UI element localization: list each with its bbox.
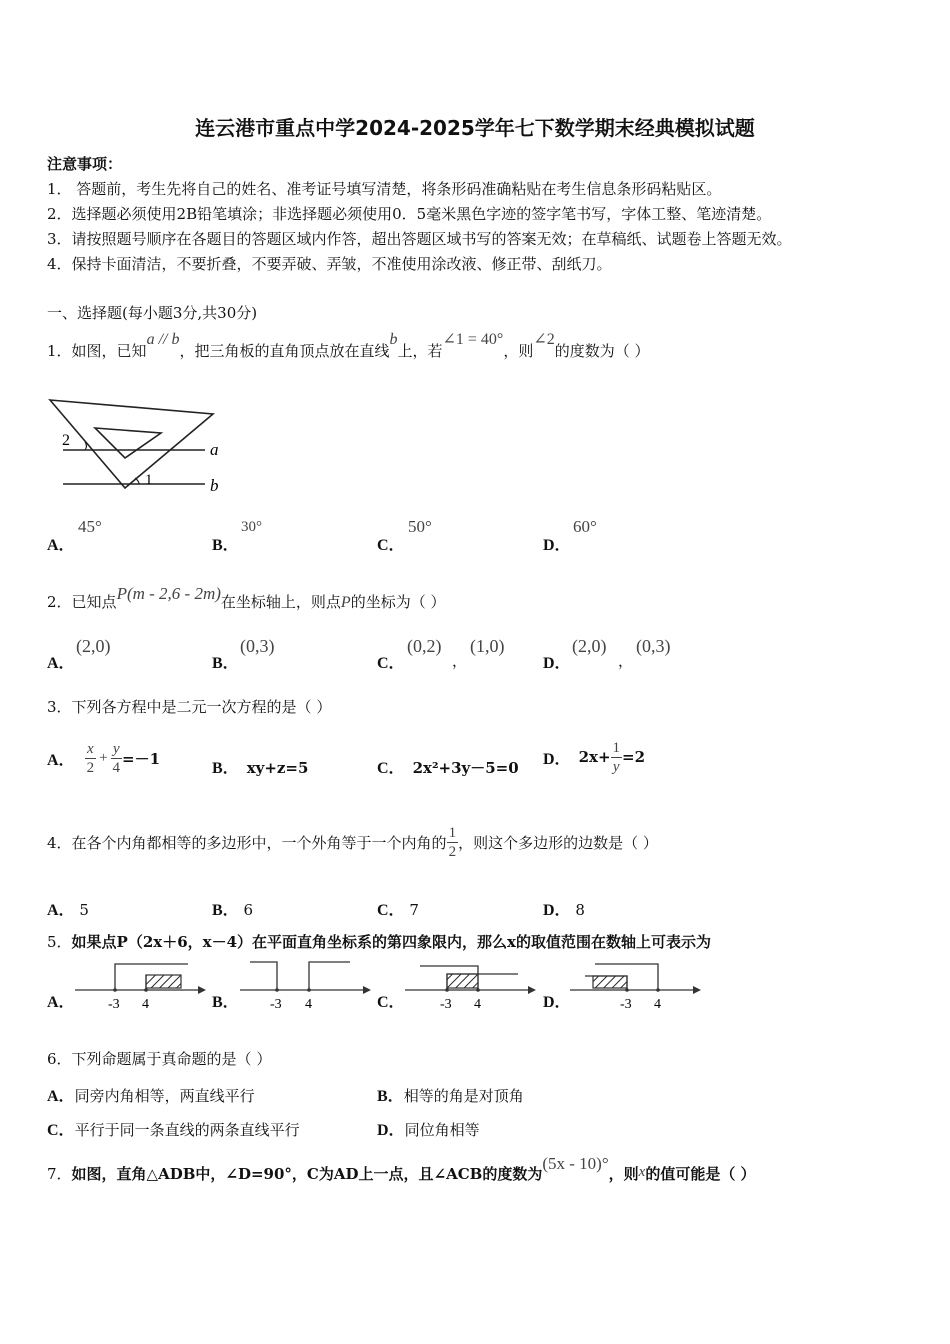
q2-option-d-label: D． — [543, 655, 571, 672]
q5-number-line-b[interactable] — [235, 958, 375, 1014]
q4-option-a-value: 5 — [79, 901, 89, 919]
q4-option-d-value: 8 — [575, 901, 585, 919]
q1-text-2: ，把三角板的直角顶点放在直线 — [179, 342, 390, 360]
q2-text-3: 的坐标为（ ） — [350, 593, 446, 611]
page-title: 连云港市重点中学2024-2025学年七下数学期末经典模拟试题 — [195, 116, 755, 140]
q1-option-c-label: C． — [377, 537, 405, 554]
arrow-b — [363, 986, 371, 994]
q3-d-post: =2 — [622, 748, 646, 766]
arrow-a — [198, 986, 206, 994]
q7-math-angle: (5x - 10)° — [542, 1154, 609, 1173]
q2-text-2: 在坐标轴上，则点 — [220, 593, 341, 611]
triangle-ruler-outer — [50, 400, 213, 488]
tick-4-a: 4 — [142, 997, 149, 1012]
ray-b-left — [250, 962, 277, 990]
q3-option-c[interactable] — [377, 755, 519, 778]
q5-option-b-label[interactable]: B． — [212, 994, 239, 1011]
q6-option-b[interactable] — [377, 1083, 524, 1106]
q6-option-c-label: C． — [47, 1122, 75, 1139]
q2-option-b-value: (0,3) — [240, 636, 275, 656]
q2-math-point: P(m - 2,6 - 2m) — [116, 584, 221, 603]
question-2 — [47, 584, 446, 612]
q5-number-line-c[interactable] — [400, 958, 540, 1014]
q5-number-line-d[interactable] — [565, 958, 705, 1014]
q1-text-5: 的度数为（ ） — [554, 342, 650, 360]
q2-option-c[interactable] — [377, 650, 405, 673]
q4-option-a-label: A． — [47, 902, 75, 919]
q5-option-c-label[interactable]: C． — [377, 994, 405, 1011]
hatch-a — [146, 975, 181, 988]
q3-option-c-value: 2x²+3y－5=0 — [412, 759, 519, 777]
q2-math-p: P — [340, 594, 351, 611]
q4-option-d-label: D． — [543, 902, 571, 919]
q1-option-c[interactable] — [377, 532, 405, 555]
label-line-a: a — [210, 440, 219, 459]
q3-text: 下列各方程中是二元一次方程的是（ ） — [71, 698, 332, 716]
q4-denominator: 2 — [448, 843, 457, 860]
q2-text-1: 已知点 — [71, 593, 117, 611]
q5-option-d-label[interactable]: D． — [543, 994, 571, 1011]
q2-option-a-label: A． — [47, 655, 75, 672]
q4-option-b[interactable] — [212, 897, 253, 920]
q5-number-line-a[interactable] — [70, 958, 210, 1014]
q2-option-c-value-1: (0,2) — [407, 636, 442, 656]
question-7 — [47, 1154, 756, 1184]
q4-option-c[interactable] — [377, 897, 419, 920]
q1-option-a-value: 45° — [78, 517, 102, 536]
q2-option-d-value-1: (2,0) — [572, 636, 607, 656]
hatch-c — [447, 974, 478, 988]
q3-option-d-label: D． — [543, 750, 571, 768]
q7-text-1: 如图，直角△ADB中，∠D=90°，C为AD上一点，且∠ACB的度数为 — [71, 1165, 543, 1183]
q4-numerator: 1 — [448, 824, 457, 841]
q7-text-3: 的值可能是（ ） — [645, 1165, 756, 1183]
notice-item-3: 3．请按照题号顺序在各题目的答题区域内作答，超出答题区域书写的答案无效；在草稿纸、试题卷上答题无效。 — [47, 230, 792, 248]
q1-option-b-value: 30° — [241, 519, 262, 535]
q4-fraction — [447, 824, 459, 861]
triangle-ruler-inner — [95, 428, 161, 458]
q3-option-b[interactable] — [212, 755, 308, 778]
tick-minus3-c: -3 — [440, 997, 452, 1012]
ray-b-right — [309, 962, 350, 990]
tick-minus3-a: -3 — [108, 997, 120, 1012]
hatch-d — [593, 976, 627, 988]
notice-item-4: 4．保持卡面清洁，不要折叠，不要弄破、弄皱，不准使用涂改液、修正带、刮纸刀。 — [47, 255, 612, 273]
q3-option-a[interactable] — [47, 733, 160, 783]
question-3 — [47, 696, 331, 717]
q4-text-1: 在各个内角都相等的多边形中，一个外角等于一个内角的 — [71, 833, 447, 852]
q6-option-d-value: 同位角相等 — [404, 1121, 480, 1139]
q5-number: 5． — [47, 933, 72, 951]
q2-option-d-value-2: (0,3) — [636, 636, 671, 656]
q6-option-a[interactable] — [47, 1083, 255, 1106]
q6-option-c-value: 平行于同一条直线的两条直线平行 — [74, 1121, 300, 1139]
q3-a-rest: =－1 — [122, 749, 161, 768]
q1-option-c-value: 50° — [408, 517, 432, 536]
q2-option-a[interactable] — [47, 650, 75, 673]
q1-text-3: 上，若 — [397, 342, 443, 360]
q1-math-b: b — [389, 331, 398, 348]
q6-option-a-label: A． — [47, 1088, 75, 1105]
q3-option-b-value: xy+z=5 — [246, 759, 309, 777]
q7-text-2: ，则 — [608, 1165, 639, 1183]
q1-option-b[interactable] — [212, 532, 239, 555]
tick-minus3-d: -3 — [620, 997, 632, 1012]
q1-math-angle2: ∠2 — [533, 331, 555, 348]
q2-option-b[interactable] — [212, 650, 239, 673]
q5-option-a-label[interactable]: A． — [47, 994, 75, 1011]
q3-a-f2-numerator: y — [111, 740, 123, 759]
label-angle-2: 2 — [62, 432, 70, 449]
label-line-b: b — [210, 476, 219, 495]
q2-option-b-label: B． — [212, 655, 239, 672]
arrow-c — [528, 986, 536, 994]
q3-a-f2-denominator: 4 — [112, 759, 121, 776]
q3-d-denominator: y — [612, 758, 620, 775]
q2-option-c-separator: ， — [452, 652, 468, 670]
q2-option-a-value: (2,0) — [76, 636, 111, 656]
q7-number: 7． — [47, 1165, 72, 1183]
q3-d-pre: 2x+ — [578, 748, 611, 766]
q2-option-d-separator: ， — [618, 652, 634, 670]
q6-number: 6． — [47, 1050, 72, 1068]
angle-2-arc — [85, 442, 87, 450]
label-angle-1: 1 — [145, 472, 153, 488]
q2-number: 2． — [47, 593, 72, 611]
q1-option-d[interactable] — [543, 532, 571, 555]
q3-option-a-fraction-2 — [111, 740, 123, 777]
notice-heading: 注意事项： — [47, 155, 123, 173]
question-1 — [47, 331, 650, 361]
tick-4-d: 4 — [654, 997, 661, 1012]
q4-option-a[interactable] — [47, 897, 89, 920]
q6-option-b-label: B． — [377, 1088, 404, 1105]
section-heading: 一、选择题(每小题3分,共30分) — [47, 304, 258, 322]
q1-text-1: 如图，已知 — [71, 342, 147, 360]
q1-option-d-value: 60° — [573, 517, 597, 536]
question-4 — [47, 814, 658, 870]
q2-option-c-label: C． — [377, 655, 405, 672]
tick-4-c: 4 — [474, 997, 481, 1012]
q6-text: 下列命题属于真命题的是（ ） — [71, 1050, 272, 1068]
q3-number: 3． — [47, 698, 72, 716]
tick-minus3-b: -3 — [270, 997, 282, 1012]
q3-option-d-fraction — [611, 739, 623, 776]
q6-option-b-value: 相等的角是对顶角 — [403, 1087, 524, 1105]
q1-option-a[interactable] — [47, 532, 75, 555]
q5-text: 如果点P（2x＋6，x－4）在平面直角坐标系的第四象限内，那么x的取值范围在数轴上可表示为 — [71, 933, 711, 951]
q3-a-f1-denominator: 2 — [86, 759, 95, 776]
tick-4-b: 4 — [305, 997, 312, 1012]
q1-option-b-label: B． — [212, 537, 239, 554]
notice-item-1: 1． 答题前，考生先将自己的姓名、准考证号填写清楚，将条形码准确粘贴在考生信息条形码粘贴区。 — [47, 180, 722, 198]
question-5 — [47, 931, 711, 952]
arrow-d — [693, 986, 701, 994]
q1-option-a-label: A． — [47, 537, 75, 554]
q4-text-2: ，则这个多边形的边数是（ ） — [458, 833, 658, 852]
q1-number: 1． — [47, 342, 72, 360]
q6-option-d-label: D． — [377, 1122, 405, 1139]
q4-option-d[interactable] — [543, 897, 585, 920]
q2-option-c-value-2: (1,0) — [470, 636, 505, 656]
q1-math-angle1: ∠1 = 40° — [442, 331, 504, 348]
q4-option-c-value: 7 — [409, 901, 419, 919]
q6-option-a-value: 同旁内角相等，两直线平行 — [74, 1087, 255, 1105]
q1-text-4: ，则 — [503, 342, 534, 360]
q3-option-b-label: B． — [212, 760, 239, 777]
q3-a-plus: + — [99, 749, 108, 766]
q6-option-c[interactable] — [47, 1117, 300, 1140]
q1-math-parallel: a // b — [146, 331, 180, 348]
question-6 — [47, 1048, 271, 1069]
q7-math-x: x — [638, 1164, 646, 1180]
q3-option-d[interactable] — [543, 729, 645, 785]
q2-option-d[interactable] — [543, 650, 571, 673]
q4-option-c-label: C． — [377, 902, 405, 919]
q4-option-b-label: B． — [212, 902, 239, 919]
q1-figure — [45, 392, 235, 502]
q3-d-numerator: 1 — [612, 739, 621, 756]
q3-a-f1-numerator: x — [85, 740, 97, 759]
q1-option-d-label: D． — [543, 537, 571, 554]
q3-option-a-fraction-1 — [85, 740, 97, 777]
notice-item-2: 2．选择题必须使用2B铅笔填涂；非选择题必须使用0．5毫米黑色字迹的签字笔书写，字体工整、笔迹清楚。 — [47, 205, 772, 223]
q3-option-a-label: A． — [47, 751, 75, 769]
q3-option-c-label: C． — [377, 760, 405, 777]
q6-option-d[interactable] — [377, 1117, 480, 1140]
q4-option-b-value: 6 — [243, 901, 254, 919]
q4-number: 4． — [47, 833, 72, 852]
